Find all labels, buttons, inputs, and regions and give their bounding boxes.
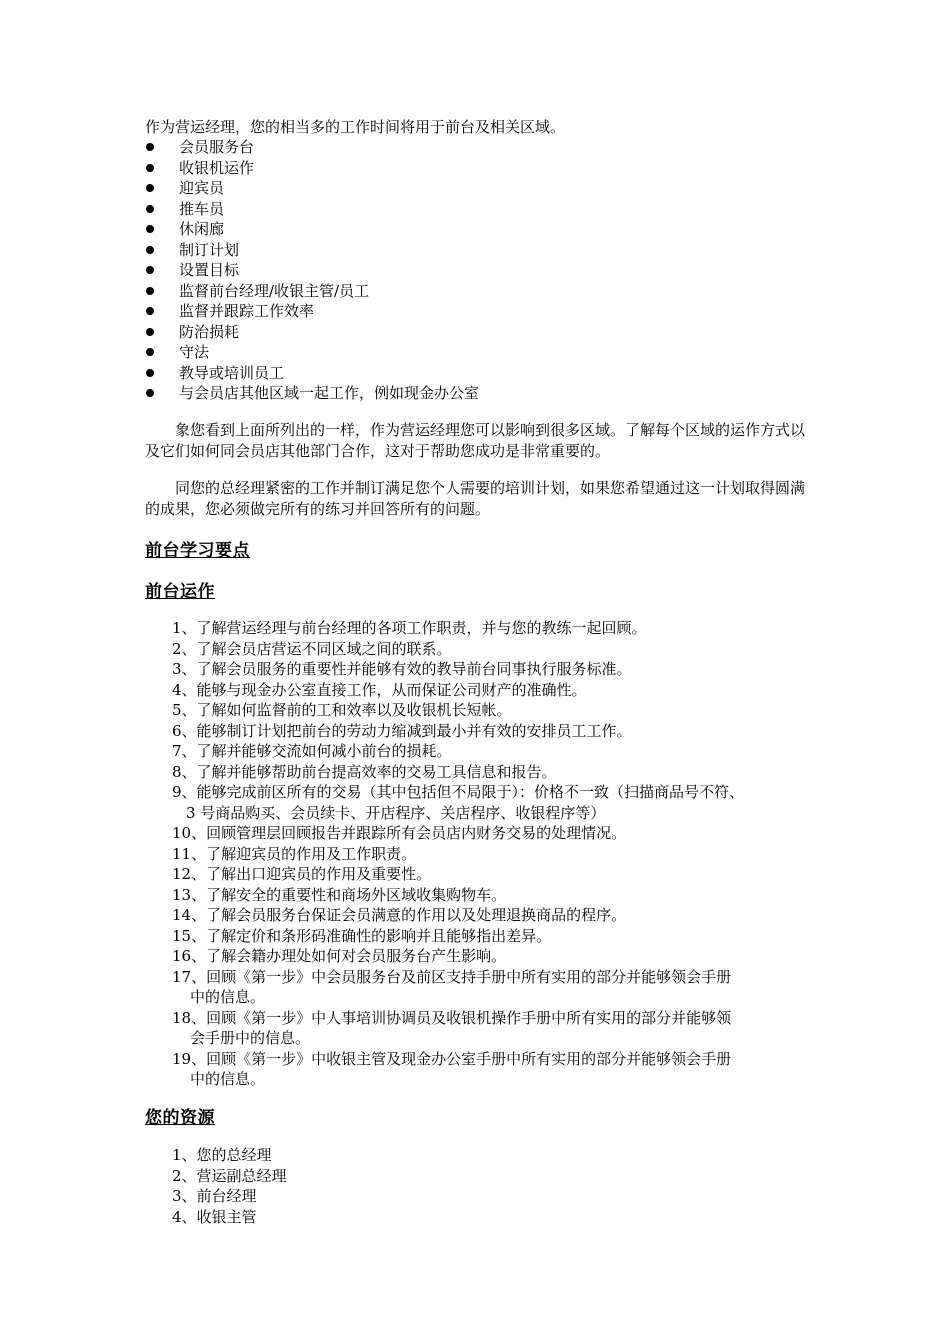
- list-item: 6、能够制订计划把前台的劳动力缩减到最小并有效的安排员工工作。: [172, 721, 632, 740]
- list-item: 推车员: [145, 199, 479, 220]
- list-item: 会员服务台: [145, 137, 479, 158]
- bullet-icon: [146, 266, 154, 274]
- list-item: 与会员店其他区域一起工作，例如现金办公室: [145, 383, 479, 404]
- list-item: 18、回顾《第一步》中人事培训协调员及收银机操作手册中所有实用的部分并能够领 会手册中的信息。: [172, 1008, 732, 1047]
- list-item: 收银机运作: [145, 158, 479, 179]
- heading-operations: 前台运作: [145, 582, 215, 602]
- intro-text: 作为营运经理，您的相当多的工作时间将用于前台及相关区域。: [145, 118, 566, 136]
- bullet-icon: [146, 328, 154, 336]
- bullet-icon: [146, 184, 154, 192]
- list-item: 17、回顾《第一步》中会员服务台及前区支持手册中所有实用的部分并能够领会手册 中的信息。: [172, 967, 732, 1006]
- bullet-icon: [146, 369, 154, 377]
- list-item: 8、了解并能够帮助前台提高效率的交易工具信息和报告。: [172, 762, 557, 781]
- list-item: 1、了解营运经理与前台经理的各项工作职责，并与您的教练一起回顾。: [172, 619, 647, 637]
- heading-study-points: 前台学习要点: [145, 541, 250, 561]
- paragraph-areas: 象您看到上面所列出的一样，作为营运经理您可以影响到很多区域。了解每个区域的运作方式以及它们如何同会员店其他部门合作，这对于帮助您成功是非常重要的。: [145, 421, 806, 460]
- list-item: 监督并跟踪工作效率: [145, 301, 479, 322]
- list-item: 2、了解会员店营运不同区域之间的联系。: [172, 639, 452, 658]
- list-item: 迎宾员: [145, 178, 479, 199]
- bullet-icon: [146, 348, 154, 356]
- list-item: 1、您的总经理: [172, 1146, 272, 1164]
- list-item: 19、回顾《第一步》中收银主管及现金办公室手册中所有实用的部分并能够领会手册 中的信息。: [172, 1049, 732, 1088]
- bullet-icon: [146, 307, 154, 315]
- list-item: 2、营运副总经理: [172, 1166, 287, 1185]
- list-item: 监督前台经理/收银主管/员工: [145, 281, 479, 302]
- bullet-icon: [146, 389, 154, 397]
- heading-resources: 您的资源: [145, 1108, 215, 1128]
- list-item: 3、了解会员服务的重要性并能够有效的教导前台同事执行服务标准。: [172, 660, 632, 678]
- bullet-icon: [146, 225, 154, 233]
- list-item: 4、收银主管: [172, 1207, 257, 1226]
- list-item: 教导或培训员工: [145, 363, 479, 384]
- bullet-icon: [146, 246, 154, 254]
- resources-list: [172, 1145, 812, 1227]
- list-item: 10、回顾管理层回顾报告并跟踪所有会员店内财务交易的处理情况。: [172, 824, 627, 842]
- list-item: 休闲廊: [145, 219, 479, 240]
- list-item: 设置目标: [145, 260, 479, 281]
- bullet-icon: [146, 287, 154, 295]
- list-item: 3、前台经理: [172, 1187, 257, 1205]
- list-item: 15、了解定价和条形码准确性的影响并且能够指出差异。: [172, 926, 552, 945]
- responsibility-list: [145, 137, 479, 404]
- list-item: 12、了解出口迎宾员的作用及重要性。: [172, 865, 432, 883]
- list-item: 防治损耗: [145, 322, 479, 343]
- list-item: 4、能够与现金办公室直接工作，从而保证公司财产的准确性。: [172, 680, 587, 699]
- paragraph-training-plan: 同您的总经理紧密的工作并制订满足您个人需要的培训计划，如果您希望通过这一计划取得圆满的成果，您必须做完所有的练习并回答所有的问题。: [145, 479, 806, 518]
- list-item: 5、了解如何监督前的工和效率以及收银机长短帐。: [172, 701, 512, 719]
- bullet-icon: [146, 143, 154, 151]
- list-item: 7、了解并能够交流如何减小前台的损耗。: [172, 742, 452, 760]
- list-item: 16、了解会籍办理处如何对会员服务台产生影响。: [172, 947, 507, 965]
- list-item: 制订计划: [145, 240, 479, 261]
- list-item: 9、能够完成前区所有的交易（其中包括但不局限于）：价格不一致（扫描商品号不符、 3 号商品购买、会员续卡、开店程序、关店程序、收银程序等）: [172, 783, 745, 822]
- bullet-icon: [146, 205, 154, 213]
- list-item: 11、了解迎宾员的作用及工作职责。: [172, 844, 417, 863]
- operations-list: [172, 618, 812, 1090]
- list-item: 14、了解会员服务台保证会员满意的作用以及处理退换商品的程序。: [172, 906, 627, 924]
- bullet-icon: [146, 164, 154, 172]
- list-item: 守法: [145, 342, 479, 363]
- list-item: 13、了解安全的重要性和商场外区域收集购物车。: [172, 885, 507, 904]
